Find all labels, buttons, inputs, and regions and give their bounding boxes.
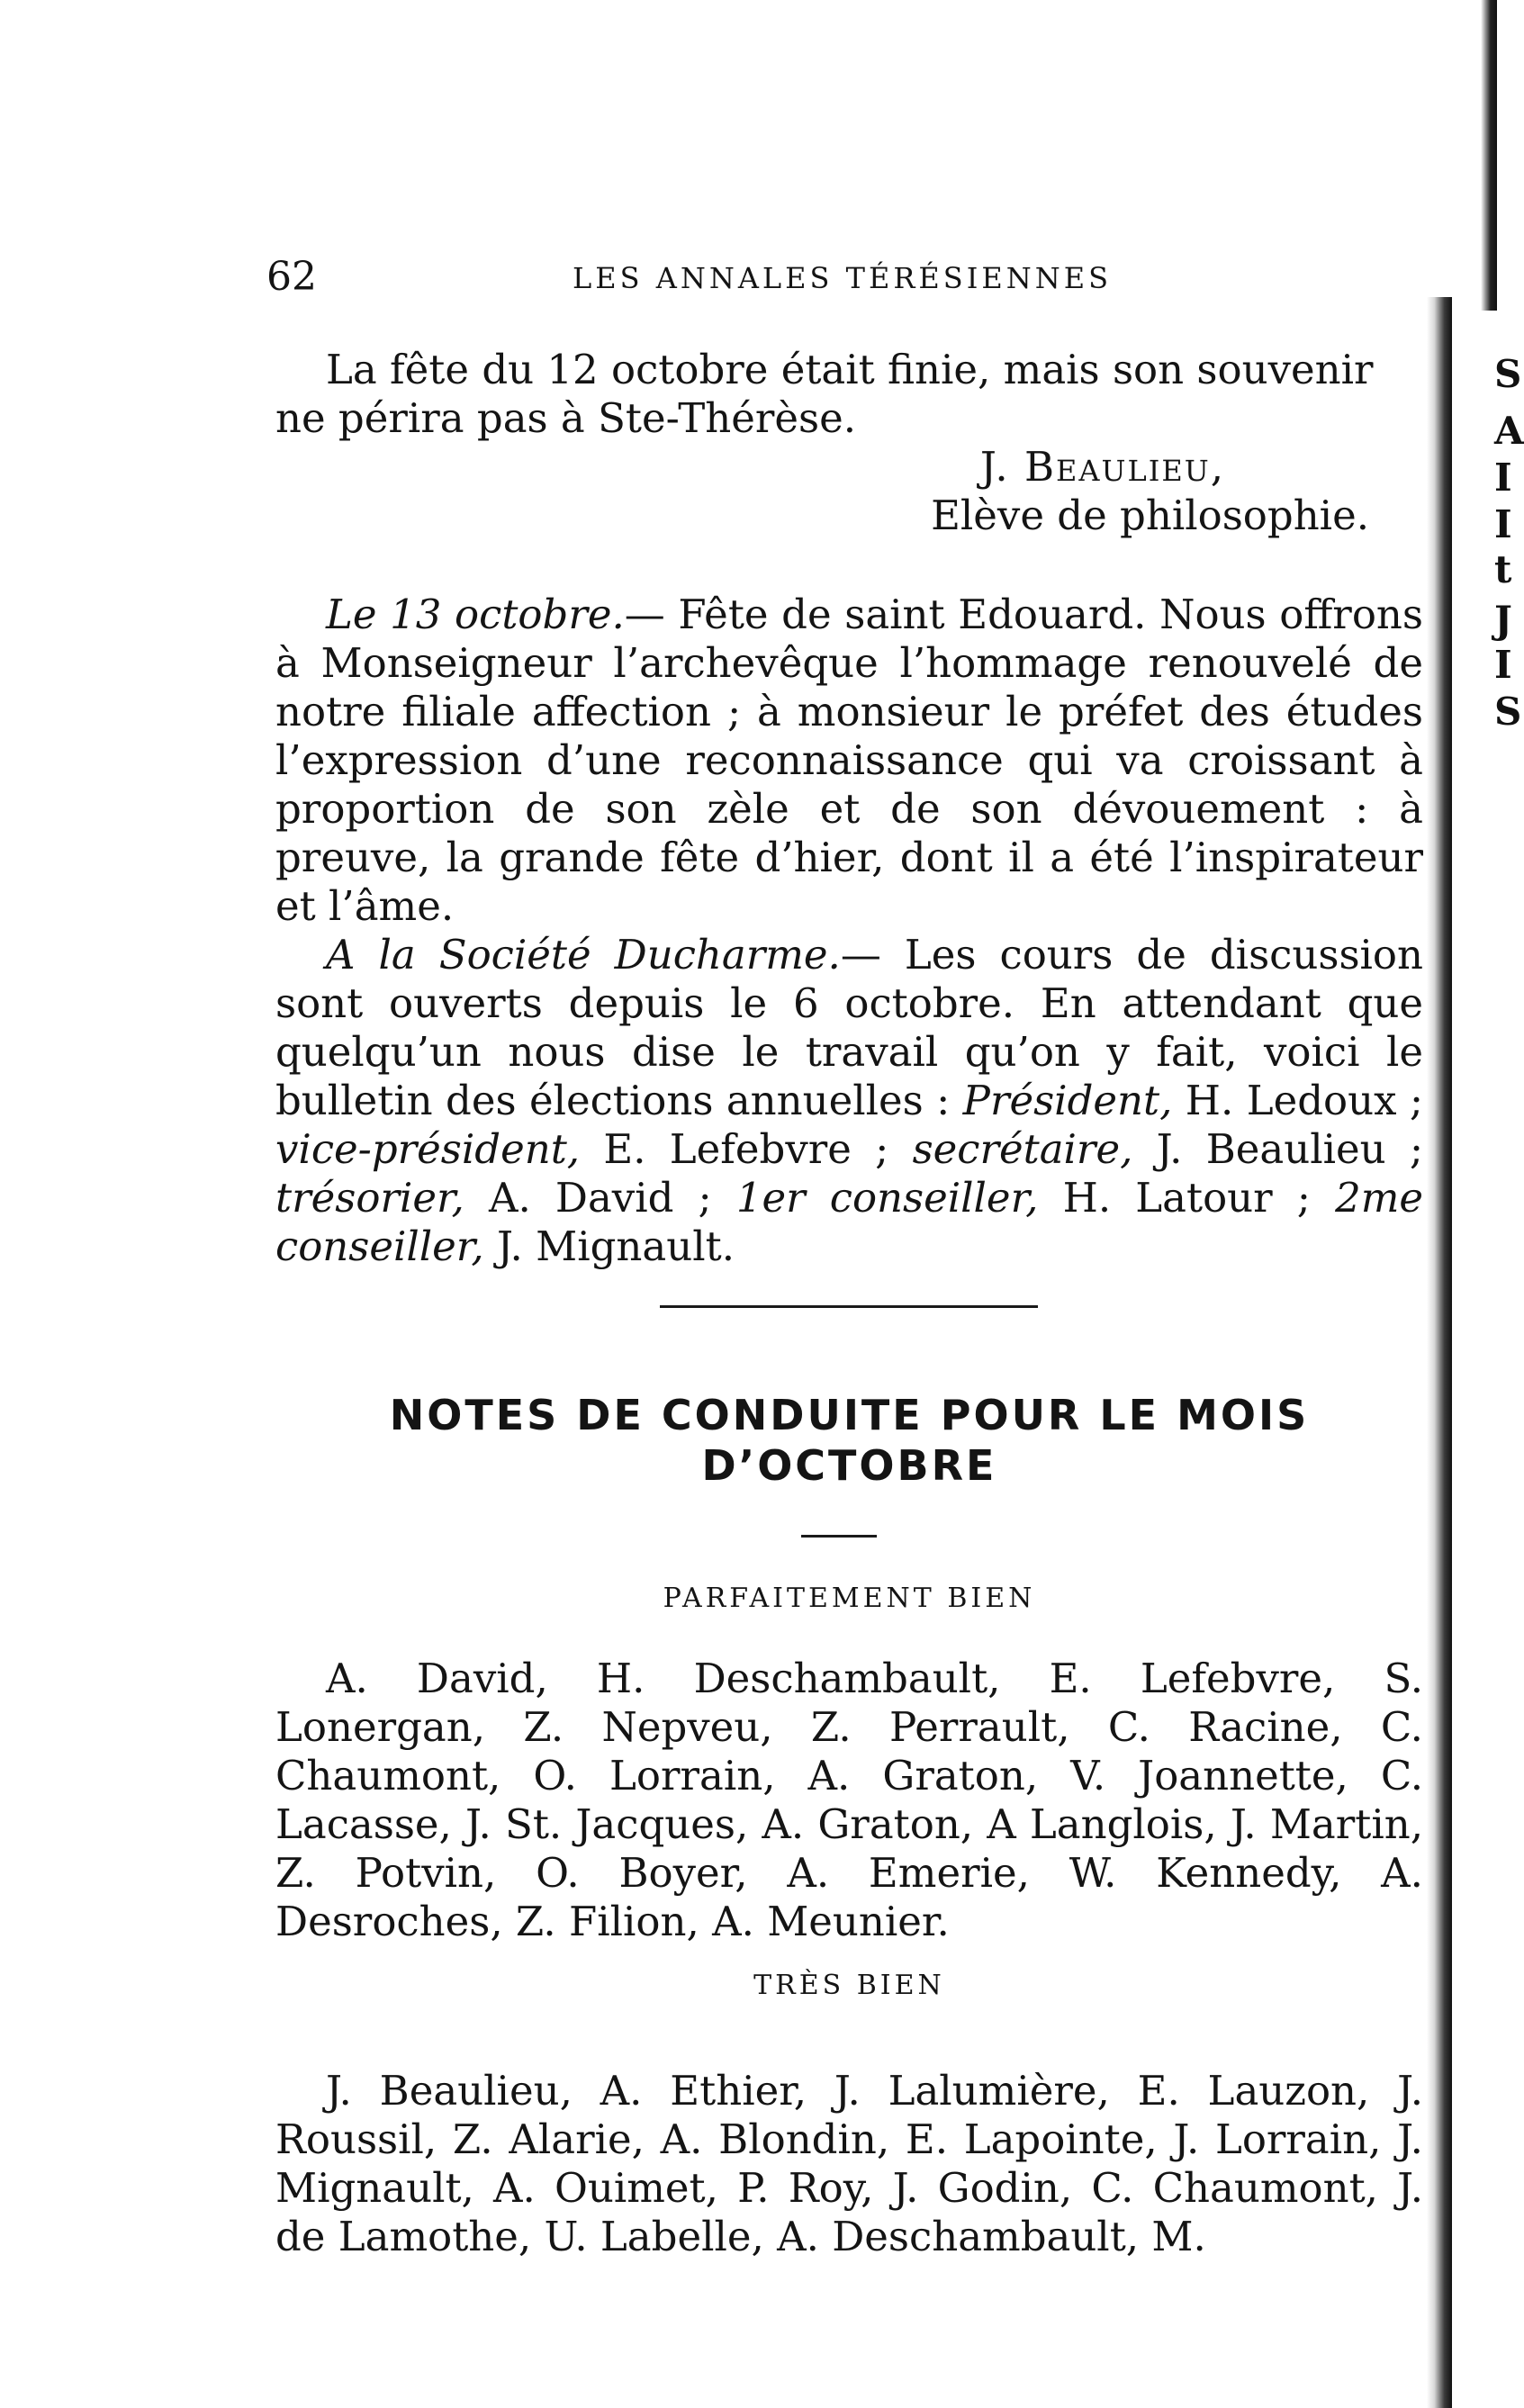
facing-page-letter: J [1494, 598, 1512, 642]
running-header [266, 254, 1437, 308]
title-divider [801, 1535, 877, 1538]
facing-page-letter: A [1494, 409, 1524, 453]
entry-dash: — [840, 931, 881, 979]
page-number: 62 [266, 254, 317, 300]
facing-page-letter: S [1494, 690, 1522, 734]
tres-bien-list [275, 2067, 1423, 2261]
facing-page-letter: I [1494, 455, 1512, 500]
binding-shadow [1427, 297, 1452, 2408]
office-label: 1er conseiller, [735, 1174, 1039, 1222]
section-title-line-1: NOTES DE CONDUITE POUR LE MOIS [389, 1391, 1310, 1439]
office-label: Président, [962, 1077, 1173, 1124]
subhead-tres-bien: TRÈS BIEN [753, 1970, 945, 2001]
section-divider [660, 1305, 1038, 1308]
office-label: trésorier, [275, 1174, 464, 1222]
running-title: LES ANNALES TÉRÉSIENNES [573, 261, 1112, 295]
office-label: 2me conseiller, [275, 1174, 1424, 1270]
entry-societe [275, 931, 1423, 1271]
tres-bien-names: J. Beaulieu, A. Ethier, J. Lalumière, E. Lauzon, J. Roussil, Z. Alarie, A. Blondin, E. Lapointe, J. Lorrain, J. Mignault, A. Ouimet, P. Roy, J. Godin, C. Chaumont, J. de Lamothe, U. Labelle, A. Deschambault, M. [275, 2067, 1423, 2260]
office-label: vice-président, [275, 1125, 581, 1173]
entry-society-label: A la Société Ducharme. [326, 931, 841, 979]
officer-name: A. David ; [488, 1174, 712, 1222]
facing-page-letter: I [1494, 502, 1512, 546]
entry-text: Fête de saint Edouard. Nous offrons à Monseigneur l’archevêque l’hommage renouvelé de notre filiale affection ; à monsieur le préfet des études l’expression d’une reconnaissance qui va croissant à proportion de son zèle et de son dévouement : à preuve, la grande fête d’hier, dont il a été l’inspirateur et l’âme. [275, 591, 1423, 930]
closing-line-1: La fête du 12 octobre était finie, mais son souvenir [326, 346, 1374, 393]
entry-dash: — [624, 591, 665, 638]
entry-text: Les cours de discussion sont ouverts depuis le 6 octobre. En attendant que quelqu’un nous dise le travail qu’on y fait, voici le bulletin des élections annuelles : [275, 931, 1423, 1124]
chronicle-entries [275, 591, 1423, 1271]
signature-title: Elève de philosophie. [931, 492, 1369, 539]
officer-name: H. Latour ; [1062, 1174, 1311, 1222]
facing-page-letter: S [1494, 352, 1522, 396]
binding-shadow-top [1481, 0, 1497, 333]
facing-page-letter: I [1494, 643, 1512, 687]
signature-name: J. Beaulieu, [979, 443, 1225, 491]
officer-name: E. Lefebvre ; [603, 1125, 889, 1173]
entry-oct13 [275, 591, 1423, 931]
parfaitement-bien-list [275, 1655, 1423, 1946]
officer-name: J. Beaulieu ; [1156, 1125, 1424, 1173]
closing-line-2: ne périra pas à Ste-Thérèse. [275, 394, 857, 442]
entry-date-label: Le 13 octobre. [326, 591, 625, 638]
office-label: secrétaire, [912, 1125, 1133, 1173]
closing-paragraph [275, 346, 1423, 540]
officer-name: J. Mignault. [497, 1222, 735, 1270]
section-title [275, 1390, 1423, 1491]
parfaitement-bien-names: A. David, H. Deschambault, E. Lefebvre, S. Lonergan, Z. Nepveu, Z. Perrault, C. Racine, C. Chaumont, O. Lorrain, A. Graton, V. Joannette, C. Lacasse, J. St. Jacques, A. Graton, A Langlois, J. Martin, Z. Potvin, O. Boyer, A. Emerie, W. Kennedy, A. Desroches, Z. Filion, A. Meunier. [275, 1655, 1423, 1945]
facing-page-letter: t [1494, 547, 1512, 591]
subhead-parfaitement-bien: PARFAITEMENT BIEN [663, 1583, 1036, 1614]
section-title-line-2: D’OCTOBRE [701, 1441, 997, 1490]
officer-name: H. Ledoux ; [1185, 1077, 1424, 1124]
